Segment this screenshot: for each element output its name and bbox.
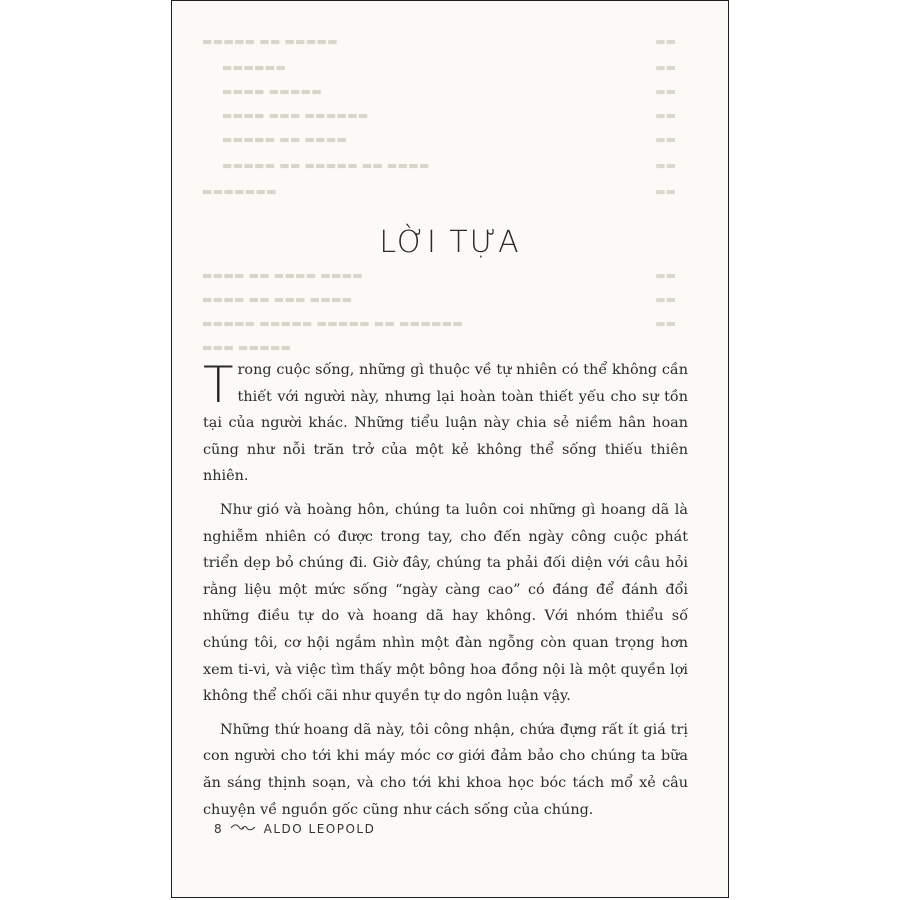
flourish-icon	[230, 822, 256, 836]
page-title: LỜI TỰA	[379, 225, 521, 260]
paragraph-2: Như gió và hoàng hôn, chúng ta luôn coi những gì hoang dã là nghiễm nhiên có được trong tay, cho đến ngày công cuộc phát triển dẹp bỏ chúng đi. Giờ đây, chúng ta phải đối diện với câu hỏi rằng liệu một mức sống “ngày càng cao” có đáng để đánh đổi những điều tự do và hoang dã hay không. Với nhóm thiểu số chúng tôi, cơ hội ngắm nhìn một đàn ngỗng còn quan trọng hơn xem ti-vi, và việc tìm thấy một bông hoa đồng nội là một quyền lợi không thể chối cãi như quyền tự do ngôn luận vậy.	[203, 501, 688, 705]
author-name: ALDO LEOPOLD	[263, 822, 376, 836]
body-text	[203, 357, 688, 830]
book-page: ▬▬▬▬▬ ▬▬ ▬▬▬▬▬ ▬▬▬▬▬▬ ▬▬▬▬ ▬▬▬▬▬ ▬▬▬▬ ▬▬▬ ▬▬▬▬▬▬ ▬▬▬▬▬ ▬▬ ▬▬▬▬ ▬▬▬▬▬ ▬▬ ▬▬▬▬▬ ▬▬ ▬▬▬▬ ▬▬▬▬▬▬▬ ▬▬▬▬ ▬▬ ▬▬▬▬ ▬▬▬▬ ▬▬▬▬ ▬▬ ▬▬▬ ▬▬▬▬ ▬▬▬▬▬ ▬▬▬▬▬ ▬▬▬▬▬ ▬▬ ▬▬▬▬▬▬ ▬▬▬ ▬▬▬▬▬ ▬▬ ▬▬ ▬▬ ▬▬ ▬▬ ▬▬ ▬▬ ▬▬ ▬▬ ▬▬ LỜI TỰA Trong cuộc sống, những gì thuộc về tự nhiên có thể không cần thiết với người này, nhưng lại hoàn toàn thiết yếu cho sự tồn tại của người khác. Những tiểu luận này chia sẻ niềm hân hoan cũng như nỗi trăn trở của một kẻ không thể sống thiếu thiên nhiên. Như gió và hoàng hôn, chúng ta luôn coi những gì hoang dã là nghiễm nhiên có được trong tay, cho đến ngày công cuộc phát triển dẹp bỏ chúng đi. Giờ đây, chúng ta phải đối diện với câu hỏi rằng liệu một mức sống “ngày càng cao” có đáng để đánh đổi những điều tự do và hoang dã hay không. Với nhóm thiểu số chúng tôi, cơ hội ngắm nhìn một đàn ngỗng còn quan trọng hơn xem ti-vi, và việc tìm thấy một bông hoa đồng nội là một quyền lợi không thể chối cãi như quyền tự do ngôn luận vậy. Những thứ hoang dã này, tôi công nhận, chứa đựng rất ít giá trị con người cho tới khi máy móc cơ giới đảm bảo cho chúng ta bữa ăn sáng thịnh soạn, và cho tới khi khoa học bóc tách mổ xẻ câu chuyện về nguồn gốc cũng như cách sống của chúng. 8 ALDO LEOPOLD	[171, 0, 729, 898]
paragraph-3: Những thứ hoang dã này, tôi công nhận, chứa đựng rất ít giá trị con người cho tới khi máy móc cơ giới đảm bảo cho chúng ta bữa ăn sáng thịnh soạn, và cho tới khi khoa học bóc tách mổ xẻ câu chuyện về nguồn gốc cũng như cách sống của chúng.	[203, 721, 688, 818]
page-number: 8	[214, 822, 222, 836]
page-footer	[214, 822, 375, 836]
paragraph-1	[203, 357, 688, 490]
paragraph-1-text: rong cuộc sống, những gì thuộc về tự nhiên có thể không cần thiết với người này, nhưng lại hoàn toàn thiết yếu cho sự tồn tại của người khác. Những tiểu luận này chia sẻ niềm hân hoan cũng như nỗi trăn trở của một kẻ không thể sống thiếu thiên nhiên.	[203, 362, 688, 485]
drop-cap: T	[203, 356, 234, 414]
